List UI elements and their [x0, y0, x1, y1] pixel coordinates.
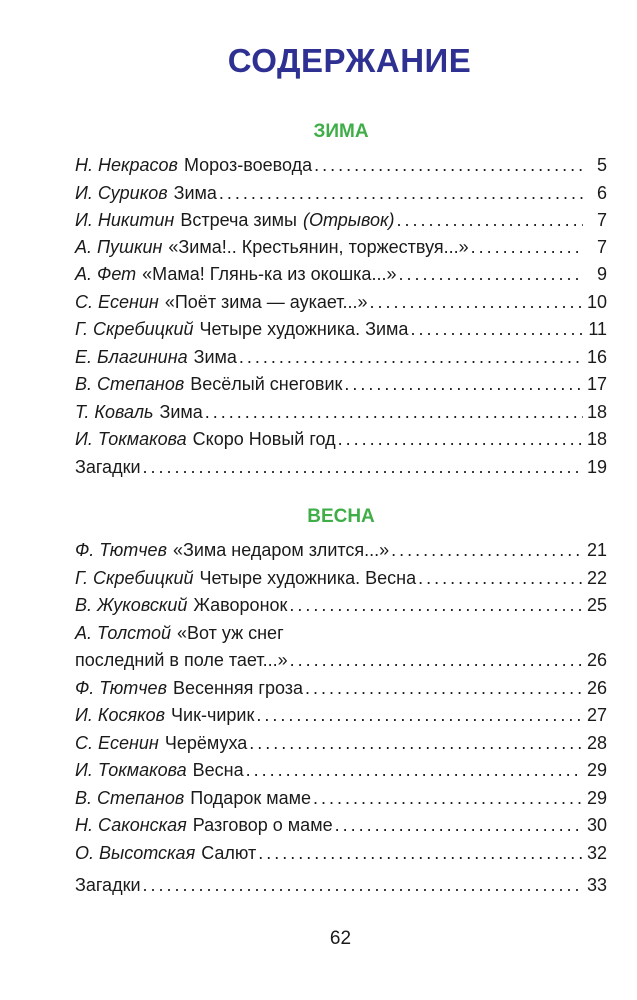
entry-title-continued: последний в поле тает...»: [75, 650, 288, 670]
page-number: 62: [329, 928, 352, 949]
entry-author: В. Степанов: [75, 788, 185, 808]
entry-author: В. Степанов: [75, 374, 185, 394]
entry-title: Салют: [201, 843, 257, 863]
section-title-winter: ЗИМА: [313, 121, 369, 142]
toc-entry[interactable]: [75, 757, 607, 784]
entry-author: Г. Скребицкий: [75, 568, 194, 588]
leader-dots: [256, 702, 583, 729]
toc-entry[interactable]: [75, 316, 607, 343]
entry-title: Разговор о маме: [192, 815, 333, 835]
leader-dots: [471, 234, 583, 261]
toc-entry[interactable]: [75, 344, 607, 371]
entry-author: С. Есенин: [75, 733, 159, 753]
toc-entry[interactable]: [75, 840, 607, 867]
toc-entry[interactable]: [75, 537, 607, 564]
leader-dots: [314, 152, 583, 179]
toc-entry[interactable]: [75, 152, 607, 179]
toc-entry[interactable]: [75, 371, 607, 398]
entry-page: 11: [588, 319, 607, 339]
leader-dots: [289, 592, 583, 619]
leader-dots: [391, 537, 583, 564]
entry-note: (Отрывок): [303, 210, 395, 230]
entry-page: 22: [587, 568, 608, 588]
entry-author: Т. Коваль: [75, 402, 154, 422]
entry-page: 5: [596, 155, 607, 175]
entry-author: А. Толстой: [75, 623, 171, 643]
leader-dots: [143, 872, 584, 899]
entry-title: Весна: [192, 760, 244, 780]
entry-author: Ф. Тютчев: [75, 540, 167, 560]
entry-author: А. Фет: [75, 264, 137, 284]
entry-title: «Вот уж снег: [177, 623, 284, 643]
entry-title: Чик-чирик: [171, 705, 255, 725]
entry-title: Жаворонок: [193, 595, 288, 615]
leader-dots: [397, 207, 583, 234]
entry-title: Мороз-воевода: [183, 155, 313, 175]
entry-title: Зима: [193, 347, 237, 367]
toc-entry[interactable]: [75, 675, 607, 702]
toc-entry[interactable]: [75, 565, 607, 592]
leader-dots: [305, 675, 583, 702]
entry-author: И. Косяков: [75, 705, 166, 725]
entry-title: Черёмуха: [164, 733, 248, 753]
entry-author: С. Есенин: [75, 292, 159, 312]
entry-page: 27: [587, 705, 608, 725]
leader-dots: [205, 399, 583, 426]
toc-entry[interactable]: [75, 872, 607, 899]
entry-author: И. Суриков: [75, 183, 168, 203]
entry-title: Загадки: [75, 875, 141, 895]
entry-page: 28: [587, 733, 608, 753]
entry-title: Четыре художника. Весна: [199, 568, 417, 588]
toc-entry[interactable]: [75, 702, 607, 729]
entry-page: 29: [587, 760, 608, 780]
leader-dots: [344, 371, 583, 398]
entry-page: 25: [587, 595, 608, 615]
entry-title: «Зима недаром злится...»: [172, 540, 390, 560]
leader-dots: [258, 840, 583, 867]
entry-page: 17: [587, 374, 608, 394]
toc-entry[interactable]: [75, 234, 607, 261]
leader-dots: [410, 316, 583, 343]
entry-author: О. Высотская: [75, 843, 196, 863]
entry-page: 26: [587, 650, 608, 670]
entry-page: 6: [596, 183, 607, 203]
entry-page: 18: [587, 402, 608, 422]
entry-page: 7: [596, 237, 607, 257]
entry-title: Скоро Новый год: [192, 429, 336, 449]
entry-author: Е. Благинина: [75, 347, 188, 367]
entry-author: Г. Скребицкий: [75, 319, 194, 339]
toc-entry[interactable]: [75, 180, 607, 207]
entry-author: Н. Некрасов: [75, 155, 178, 175]
toc-entry[interactable]: [75, 812, 607, 839]
toc-entry[interactable]: [75, 592, 607, 619]
leader-dots: [313, 785, 583, 812]
entry-page: 21: [587, 540, 608, 560]
leader-dots: [370, 289, 583, 316]
entry-page: 29: [587, 788, 608, 808]
toc-entry[interactable]: [75, 454, 607, 481]
entry-page: 18: [587, 429, 608, 449]
toc-entry[interactable]: [75, 426, 607, 453]
entry-author: И. Никитин: [75, 210, 175, 230]
section-title-spring: ВЕСНА: [307, 506, 375, 527]
leader-dots: [246, 757, 583, 784]
entry-page: 10: [587, 292, 608, 312]
entry-title: Весенняя гроза: [172, 678, 304, 698]
entry-author: И. Токмакова: [75, 760, 187, 780]
entry-title: «Зима!.. Крестьянин, торжествуя...»: [168, 237, 469, 257]
entry-page: 33: [587, 875, 608, 895]
leader-dots: [290, 647, 583, 674]
page-title: СОДЕРЖАНИЕ: [227, 42, 472, 79]
entry-page: 9: [596, 264, 607, 284]
entry-page: 32: [587, 843, 608, 863]
entry-title: Встреча зимы: [180, 210, 297, 230]
entry-page: 16: [587, 347, 608, 367]
leader-dots: [219, 180, 583, 207]
entry-title: Зима: [159, 402, 203, 422]
entry-page: 7: [596, 210, 607, 230]
entry-author: А. Пушкин: [75, 237, 163, 257]
toc-entry-first-line[interactable]: [75, 620, 284, 647]
entry-page: 19: [587, 457, 608, 477]
entry-title: «Мама! Глянь-ка из окошка...»: [142, 264, 397, 284]
entry-title: Загадки: [75, 457, 141, 477]
leader-dots: [418, 565, 583, 592]
entry-title: «Поёт зима — аукает...»: [164, 292, 368, 312]
toc-entry[interactable]: [75, 785, 607, 812]
entry-title: Весёлый снеговик: [190, 374, 343, 394]
leader-dots: [143, 454, 584, 481]
toc-entry[interactable]: [75, 399, 607, 426]
leader-dots: [335, 812, 583, 839]
entry-author: Н. Саконская: [75, 815, 187, 835]
entry-page: 26: [587, 678, 608, 698]
leader-dots: [398, 261, 583, 288]
leader-dots: [338, 426, 583, 453]
toc-entry[interactable]: [75, 207, 607, 234]
entry-page: 30: [587, 815, 608, 835]
toc-entry[interactable]: [75, 730, 607, 757]
entry-title: Подарок маме: [190, 788, 311, 808]
entry-title: Четыре художника. Зима: [199, 319, 409, 339]
leader-dots: [249, 730, 583, 757]
toc-entry[interactable]: [75, 261, 607, 288]
entry-author: И. Токмакова: [75, 429, 187, 449]
leader-dots: [239, 344, 583, 371]
toc-entry[interactable]: [75, 647, 607, 674]
entry-title: Зима: [173, 183, 217, 203]
entry-author: Ф. Тютчев: [75, 678, 167, 698]
toc-entry[interactable]: [75, 289, 607, 316]
entry-author: В. Жуковский: [75, 595, 188, 615]
